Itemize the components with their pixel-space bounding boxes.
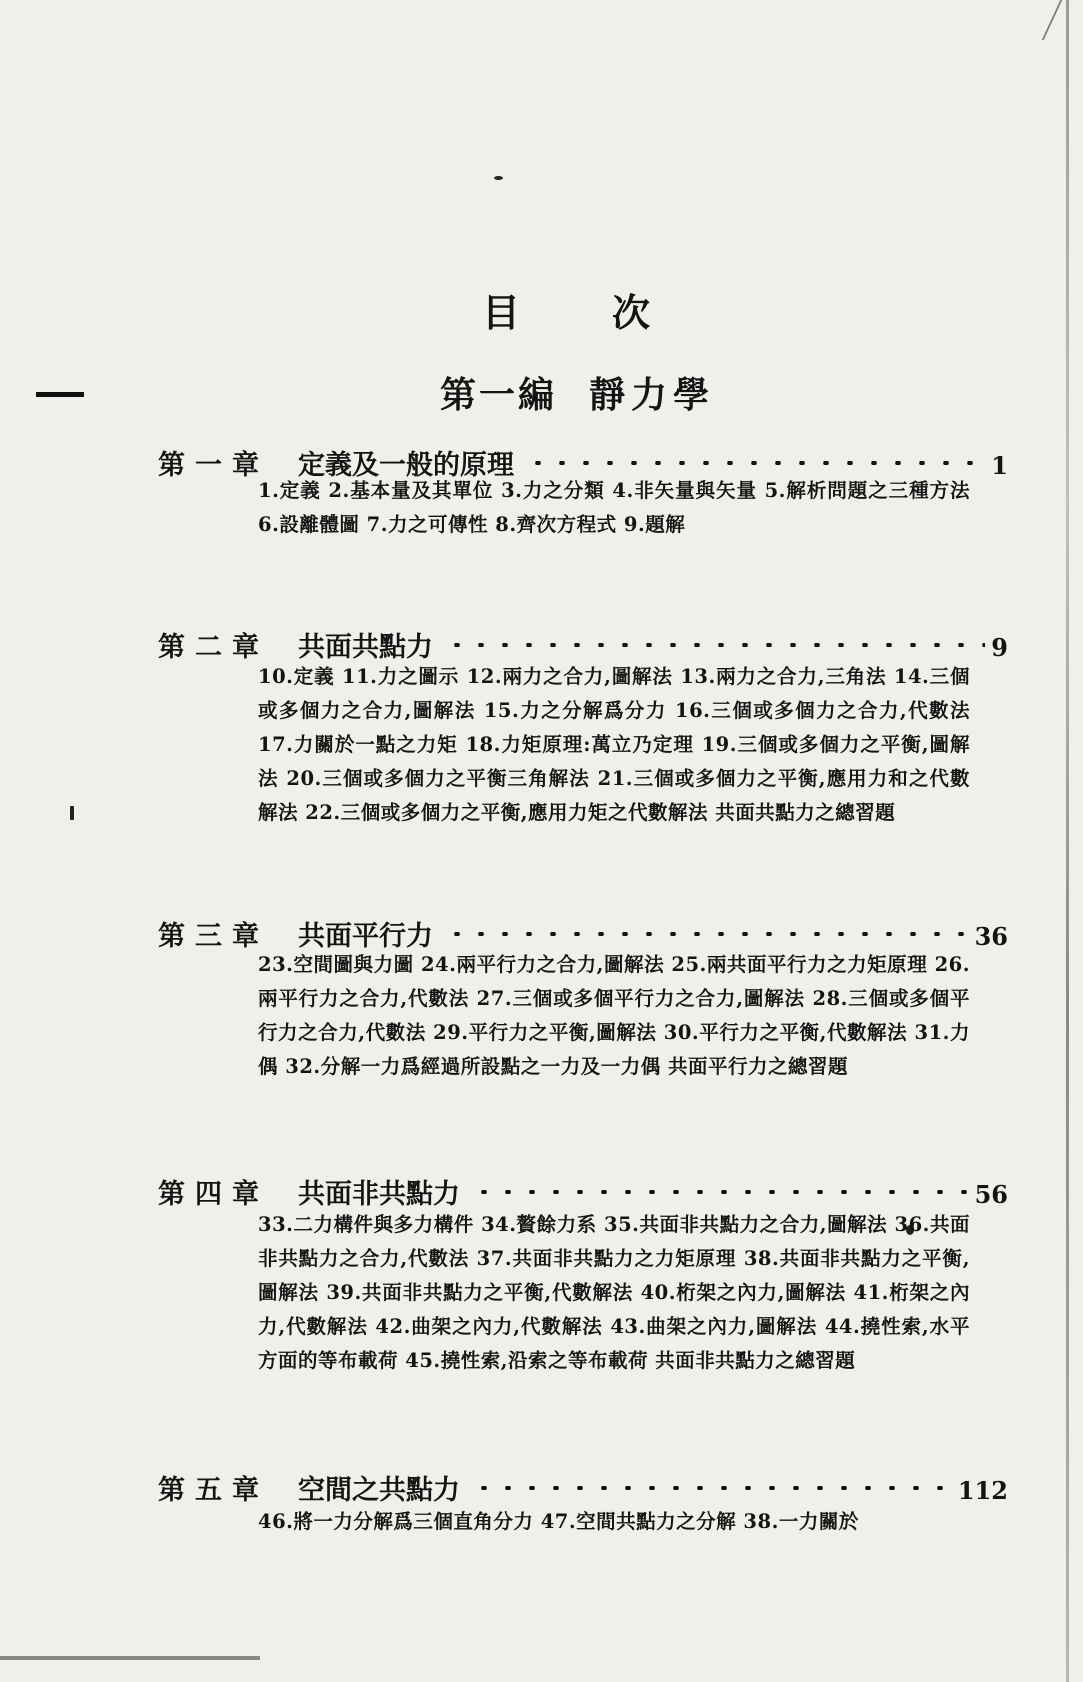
chapter-number: 第五章 [158,1475,269,1506]
part-heading [440,367,715,418]
bottom-scan-mark [0,1656,260,1660]
dot-leader [445,932,969,936]
dot-leader [472,1486,952,1490]
chapter-title: 共面非共點力 [298,1179,460,1210]
chapter-number: 第四章 [158,1179,269,1210]
chapter-title: 共面共點力 [298,632,433,663]
chapter-title: 空間之共點力 [298,1475,460,1506]
chapter-entry[interactable] [158,625,1008,664]
part-name: 靜力學 [589,374,716,416]
chapter-sections: 33.二力構件與多力構件 34.贅餘力系 35.共面非共點力之合力,圖解法 36.共面非共點力之合力,代數法 37.共面非共點力之力矩原理 38.共面非共點力之平衡,圖解法 39.共面非共點力之平衡,代數解法 40.桁架之內力,圖解法 41.桁架之內力,代數解法 42.曲架之內力,代數解法 43.曲架之內力,圖解法 44.撓性索,水平方面的等布載荷 45.撓性索,沿索之等布載荷 共面非共點力之總習題 [258,1213,970,1372]
chapter-page-number: 112 [957,1476,1008,1505]
chapter-entry[interactable] [158,1172,1008,1211]
chapter-sections: 46.將一力分解爲三個直角分力 47.空間共點力之分解 38.一力關於 [258,1510,859,1533]
chapter-sections: 10.定義 11.力之圖示 12.兩力之合力,圖解法 13.兩力之合力,三角法 14.三個或多個力之合力,圖解法 15.力之分解爲分力 16.三個或多個力之合力,代數法 17.力關於一點之力矩 18.力矩原理:萬立乃定理 19.三個或多個力之平衡,圖解法 20.三個或多個力之平衡三角解法 21.三個或多個力之平衡,應用力和之代數解法 22.三個或多個力之平衡,應用力矩之代數解法 共面共點力之總習題 [258,665,970,824]
chapter-title: 定義及一般的原理 [298,450,514,481]
dot-leader [445,643,985,647]
chapter-page-number: 56 [974,1180,1008,1209]
chapter-entry[interactable] [158,1468,1008,1507]
chapter-sections: 1.定義 2.基本量及其單位 3.力之分類 4.非矢量與矢量 5.解析問題之三種方法 6.設離體圖 7.力之可傳性 8.齊次方程式 9.題解 [258,479,970,536]
toc-title: 目次 [482,290,743,335]
part-label: 第一編 [440,374,558,416]
chapter-number: 第三章 [158,921,269,952]
chapter-number: 第二章 [158,632,269,663]
chapter-sections: 23.空間圖與力圖 24.兩平行力之合力,圖解法 25.兩共面平行力之力矩原理 26.兩平行力之合力,代數法 27.三個或多個平行力之合力,圖解法 28.三個或多個平行力之合力,代數法 29.平行力之平衡,圖解法 30.平行力之平衡,代數解法 31.力偶 32.分解一力爲經過所設點之一力及一力偶 共面平行力之總習題 [258,953,970,1078]
page-edge [1066,0,1069,1682]
dot-leader [472,1190,969,1194]
chapter-page-number: 9 [991,633,1008,662]
chapter-number: 第一章 [158,450,269,481]
chapter-page-number: 1 [991,451,1008,480]
ink-speck [494,176,503,180]
ink-speck [70,806,74,820]
page-corner-mark [1042,0,1083,40]
chapter-title: 共面平行力 [298,921,433,952]
chapter-page-number: 36 [974,922,1008,951]
margin-dash [36,392,84,397]
dot-leader [526,461,985,465]
